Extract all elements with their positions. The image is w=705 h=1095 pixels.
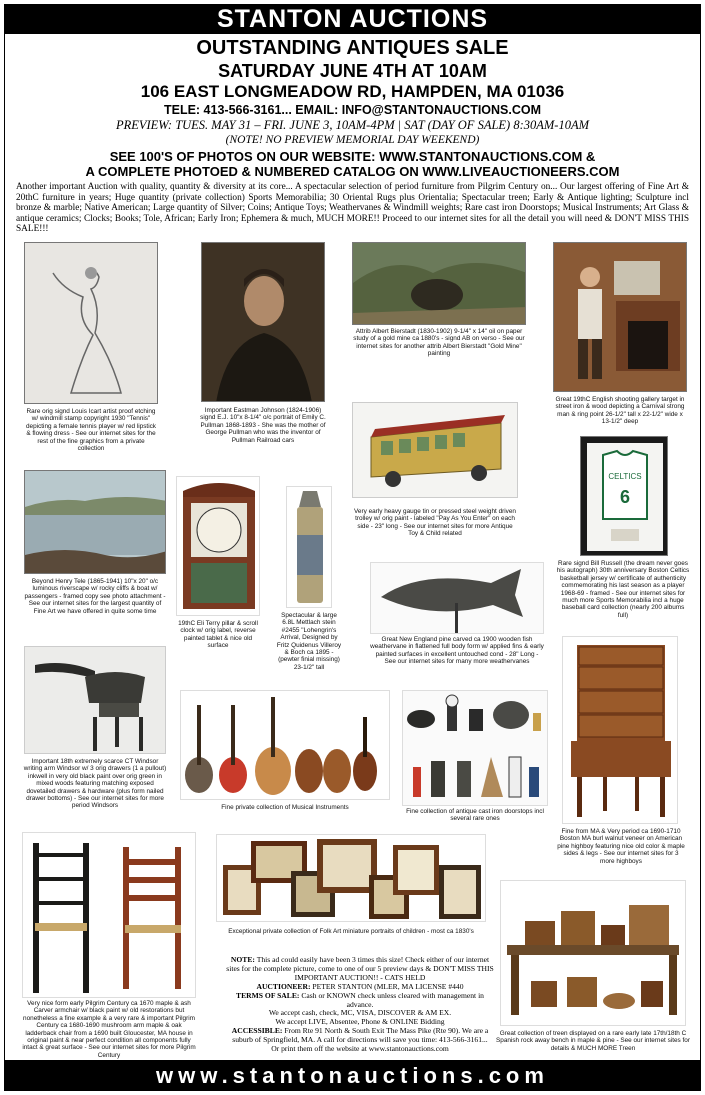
photo-terry-clock: [176, 476, 260, 616]
company-banner: STANTON AUCTIONS: [4, 4, 701, 34]
terms-text: Cash or KNOWN check unless cleared with management in advance.: [301, 990, 484, 1009]
sale-title: OUTSTANDING ANTIQUES SALE: [196, 37, 509, 59]
caption-pilgrim-chairs: Very nice form early Pilgrim Century ca 1670 maple & ash Carver armchair w/ black paint w/ old restorations but nonetheless a fine example & a very rare & important Pilgrim Century ca 1680-1690 mushroom arm maple & oak ladderback chair from a 1690 built Gloucester, MA house in original paint & near perfect condition all components fully intact & great surface - See our internet sites for more Pilgrim Century: [22, 1000, 196, 1059]
sale-address: 106 EAST LONGMEADOW RD, HAMPDEN, MA 01036: [140, 82, 565, 101]
preview-line: PREVIEW: TUES. MAY 31 – FRI. JUNE 3, 10AM-4PM | SAT (DAY OF SALE) 8:30AM-10AM: [115, 118, 590, 132]
photos-line: SEE 100'S OF PHOTOS ON OUR WEBSITE: WWW.STANTONAUCTIONS.COM &: [109, 149, 596, 164]
terms-label: TERMS OF SALE:: [236, 990, 300, 1000]
print-line: Or print them off the website at www.stantonauctions.com: [271, 1044, 449, 1054]
caption-terry-clock: 19thC Eli Terry pillar & scroll clock w/ orig label, reverse painted tablet & nice old surface: [178, 620, 258, 650]
photo-pilgrim-chairs: [22, 832, 196, 998]
caption-toy-trolley: Very early heavy gauge tin or pressed steel weight driven trolley w/ orig paint - labeled "Pay As You Enter" on each side - 23" long - See our internet sites for more Antique Toy & Child related: [354, 508, 516, 538]
svg-text:6: 6: [619, 487, 631, 507]
catalog-line: A COMPLETE PHOTOED & NUMBERED CATALOG ON WWW.LIVEAUCTIONEERS.COM: [85, 164, 620, 179]
photo-highboy: [562, 636, 678, 824]
note-text: This ad could easily have been 3 times this size! Check either of our internet sites for the complete picture, come to one of our 5 preview days & DON'T MISS THIS IMPORTANT AUCTION!! - CATS HELD: [226, 955, 494, 982]
photo-windsor-chair: [24, 646, 166, 754]
photo-mettlach-stein: [286, 486, 332, 608]
photo-riverscape: [24, 470, 166, 574]
photo-doorstops: [402, 690, 548, 806]
photo-musical-instruments: [180, 690, 390, 800]
sale-date: SATURDAY JUNE 4TH AT 10AM: [218, 61, 487, 81]
contact-line: TELE: 413-566-3161... EMAIL: INFO@STANTONAUCTIONS.COM: [163, 103, 542, 117]
photo-shooting-gallery: [553, 242, 687, 392]
caption-icart-etching: Rare orig signd Louis Icart artist proof etching w/ windmill stamp copyright 1930 "Tennis" depicting a female tennis player w/ red lipstick & flowing dress - See our internet sites for the rest of the fine graphics from a private collection: [26, 408, 157, 453]
photo-icart-etching: [24, 242, 158, 404]
auctioneer-text: PETER STANTON (MLER, MA LICENSE #440: [312, 981, 464, 991]
access-text: From Rte 91 North & South Exit The Mass Pike (Rte 90). We are a suburb of Springfield, MA. A call for directions will save you time: 413-566-3161...: [232, 1026, 489, 1045]
caption-mettlach-stein: Spectacular & large 6.8L Mettlach stein #2455 "Lohengrin's Arrival, Designed by Fritz Quidenus Villeroy & Boch ca 1895 - (pewter finial missing) 23-1/2" tall: [276, 612, 342, 671]
caption-folk-art-portraits: Exceptional private collection of Folk Art miniature portraits of children - most ca 1830's: [228, 928, 474, 935]
auctioneer-label: AUCTIONEER:: [256, 981, 311, 991]
footer-website[interactable]: www.stantonauctions.com: [4, 1060, 701, 1091]
photo-folk-art-portraits: [216, 834, 486, 922]
caption-celtics-jersey: Rare signd Bill Russell (the dream never goes his autograph) 30th anniversary Boston Celtics basketball jersey w/ certificate of authenticity commemorating his last season as a player 1968-69 - framed - See our internet sites for much more Sports Memorabilia incl a huge baseball card collection (nearly 200 albums full): [556, 560, 690, 619]
photo-toy-trolley: [352, 402, 518, 498]
bidding-accepted: We accept LIVE, Absentee, Phone & ONLINE Bidding: [275, 1017, 445, 1027]
photo-celtics-jersey: [580, 436, 668, 556]
photo-treen-collection: [500, 880, 686, 1026]
caption-shooting-gallery: Great 19thC English shooting gallery target in street iron & wood depicting a Carnival strong man & ring point 26-1/2" tall x 22-1/2" wide x 13-1/2" deep: [555, 396, 685, 426]
svg-text:CELTICS: CELTICS: [608, 472, 642, 481]
caption-fish-weathervane: Great New England pine carved ca 1900 wooden fish weathervane in flattened full body form w/ applied fins & early painted surfaces in excellent untouched cond - 28" Long - See our internet sites for many more weathervanes: [370, 636, 544, 666]
note-label: NOTE:: [230, 955, 255, 964]
photo-fish-weathervane: [370, 562, 544, 634]
caption-doorstops: Fine collection of antique cast iron doorstops incl several rare ones: [406, 808, 544, 823]
photo-bierstadt-study: [352, 242, 526, 325]
caption-windsor-chair: Important 18th extremely scarce CT Windsor writing arm Windsor w/ 3 orig drawers (1 a pullout) inkwell in very old black paint over orig green in mixed woods featuring matching exposed dovetailed drawers & hardware (plus form nailed drawer bottoms) - See our internet sites for more period Windsors: [23, 758, 167, 810]
caption-musical-instruments: Fine private collection of Musical Instruments: [221, 804, 349, 811]
caption-riverscape: Beyond Henry Tele (1865-1941) 10"x 20" o/c luminous riverscape w/ rocky cliffs & boat w/ passengers - framed copy see photo attachment - See our internet sites for the largest quantity of Fine Art we have offered in quite some time: [24, 578, 166, 615]
access-label: ACCESSIBLE:: [231, 1026, 283, 1036]
preview-note: (NOTE! NO PREVIEW MEMORIAL DAY WEEKEND): [225, 134, 480, 146]
photo-johnson-portrait: [201, 242, 325, 402]
caption-treen-collection: Great collection of treen displayed on a rare early late 17th/18th C Spanish rock away bench in maple & pine - See our internet sites for details & MUCH MORE Treen: [496, 1030, 690, 1052]
sale-notes: [226, 956, 494, 1054]
caption-highboy: Fine from MA & Very period ca 1690-1710 Boston MA burl walnut veneer on American pine highboy featuring nice old color & maple sides & legs - See our internet sites for 3 more highboys: [557, 828, 685, 865]
intro-paragraph: Another important Auction with quality, quantity & diversity at its core... A spectacular selection of period furniture from Pilgrim Century on... Our largest offering of Fine Art & 20thC furniture in years; Huge quantity (private collection) Sports Memorabilia; 30 Oriental Rugs plus Orientalia; Spectacular treen; Early & Antique lighting; Sculpture incl bronze & marble; Native American; Large quantity of Silver; Coins; Antique Toys; Weathervanes & Windmill weights; Rare cast iron Doorstops; Musical Instruments; Art Glass & antique ceramics; Clocks; Books; Tole, African; Early Iron; Ephemera & much, MUCH MORE!! Proceed to our internet sites for all the detail you will need & DON'T MISS THIS SALE!!!: [16, 182, 689, 235]
caption-bierstadt-study: Attrib Albert Bierstadt (1830-1902) 9-1/4" x 14" oil on paper study of a gold mine ca 1880's - signd AB on verso - See our internet sites for another attrib Albert Bierstadt "Gold Mine" painting: [353, 328, 525, 358]
payment-accepted: We accept cash, check, MC, VISA, DISCOVER & AM EX.: [268, 1008, 452, 1018]
caption-johnson-portrait: Important Eastman Johnson (1824-1906) signd E.J. 10"x 8-1/4" o/c portrait of Emily C. Pullman 1868-1893 - She was the mother of George Pullman who was the inventor of Pullman Railroad cars: [200, 407, 326, 444]
